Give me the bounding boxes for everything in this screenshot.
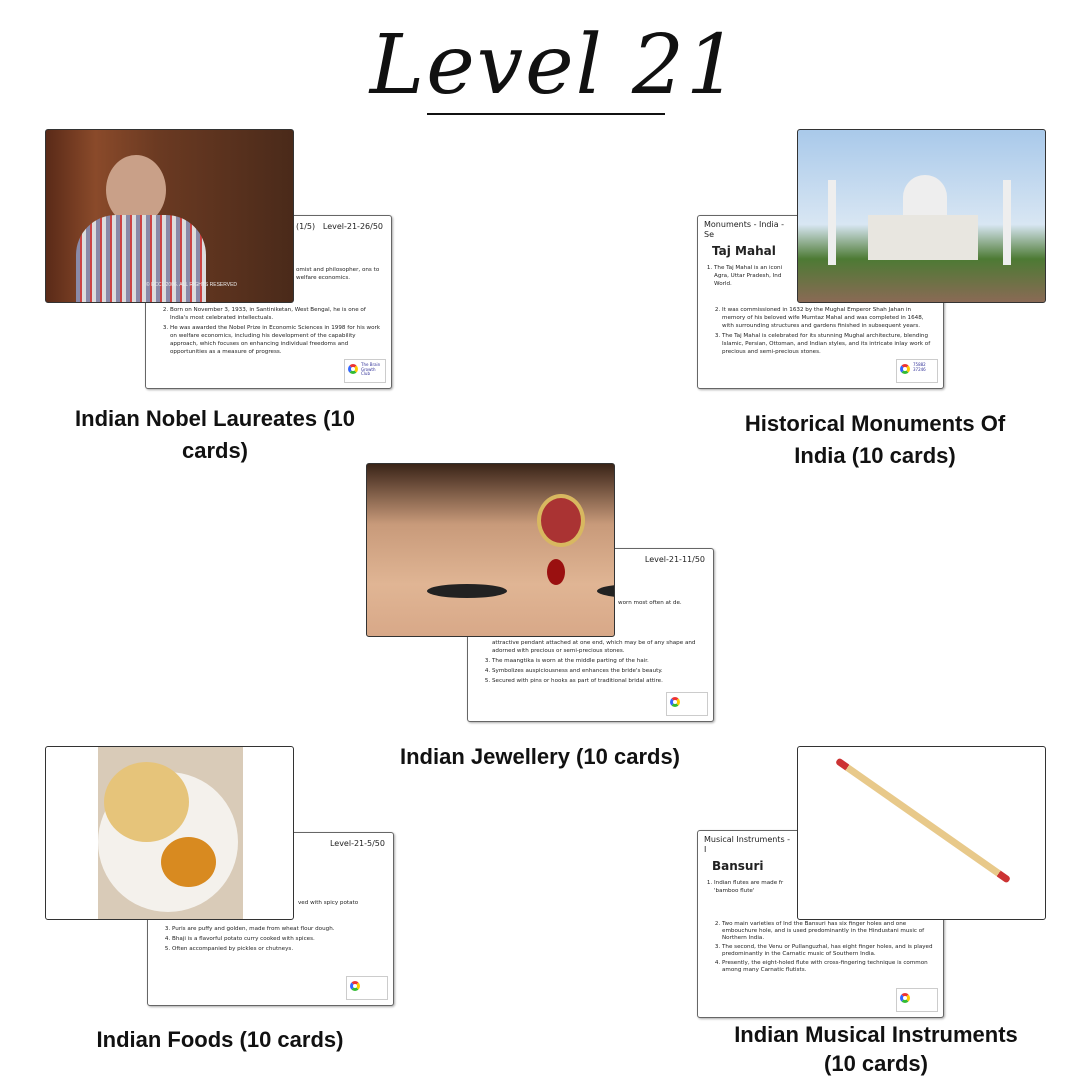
set-label: Historical Monuments Of India (10 cards) [744, 411, 1006, 468]
card-item: worn most often at de. [618, 600, 682, 606]
card-item: 3. The maangtika is worn at the middle parting of the hair. [492, 657, 705, 665]
card-level: Level-21-11/50 [644, 555, 705, 564]
photo-bansuri [797, 746, 1046, 920]
card-item: attractive pendant attached at one end, which may be of any shape and adorned with precious or semi-precious stones. [492, 640, 696, 654]
photo-caption: © ECCL 2006. ALL RIGHTS RESERVED [146, 282, 238, 288]
card-item: 5. Often accompanied by pickles or chutneys. [172, 945, 385, 953]
card-item: ved with spicy potato [298, 900, 359, 906]
card-item: 4. Presently, the eight-holed flute with cross-fingering technique is common among many Carnatic flutists. [722, 960, 935, 974]
card-item: 1. Indian flutes are made fr 'bamboo flute' [714, 879, 794, 895]
card-item: 2. It was commissioned in 1632 by the Mughal Emperor Shah Jahan in memory of his beloved wife Mumtaz Mahal and was completed in 1648, with surrounding structures and gardens finished in subsequent years. [722, 306, 935, 330]
brain-growth-logo [346, 976, 388, 1000]
brain-growth-logo [666, 692, 708, 716]
card-item: 5. Secured with pins or hooks as part of traditional bridal attire. [492, 677, 705, 685]
card-item: 2. Two main varieties of Ind the Bansuri has six finger holes and one embouchure hole, and is used predominantly in the Hindustani music of Northern India. [722, 921, 935, 942]
card-level: Level-21-26/50 [322, 222, 383, 231]
photo-maangtika [366, 463, 615, 637]
card-header: Musical Instruments - I [704, 835, 791, 854]
card-item: 2. Born on November 3, 1933, in Santiniketan, West Bengal, he is one of India's most celebrated intellectuals. [170, 306, 383, 322]
card-item: 3. The second, the Venu or Pullanguzhal, has eight finger holes, and is played predominantly in the Carnatic music of Southern India. [722, 944, 935, 958]
card-item: 4. Bhaji is a flavorful potato curry cooked with spices. [172, 935, 385, 943]
page-title: Level 21 [369, 18, 741, 113]
title-underline [427, 113, 665, 115]
set-label: Indian Musical Instruments (10 cards) [734, 1022, 1018, 1076]
card-header: Monuments - India - Se [704, 220, 785, 239]
photo-nobel-laureate [45, 129, 294, 303]
card-header: (1/5) [296, 222, 316, 231]
card-item: omist and philosopher, ons to welfare economics. [296, 267, 380, 281]
card-item: 3. The Taj Mahal is celebrated for its stunning Mughal architecture, blending Islamic, Persian, Ottoman, and Indian styles, and its intricate inlay work of precious and semi-precious stones. [722, 332, 935, 356]
card-item: 4. Symbolizes auspiciousness and enhances the bride's beauty. [492, 667, 705, 675]
set-label: Indian Nobel Laureates (10 cards) [75, 406, 355, 463]
card-heading: Taj Mahal [712, 244, 776, 258]
card-heading: Bansuri [712, 859, 764, 873]
brain-growth-logo [896, 988, 938, 1012]
set-label: Indian Foods (10 cards) [96, 1027, 344, 1052]
card-item: 1. The Taj Mahal is an iconi Agra, Uttar Pradesh, Ind World. [714, 264, 794, 288]
set-label: Indian Jewellery (10 cards) [399, 744, 681, 769]
card-level: Level-21-5/50 [329, 839, 385, 848]
photo-taj-mahal [797, 129, 1046, 303]
card-item: 3. He was awarded the Nobel Prize in Economic Sciences in 1998 for his work on welfare economics, including his development of the capability approach, which focuses on enhancing individual freedoms and opportunities as a measure of progress. [170, 324, 383, 356]
brain-growth-logo: 75882 37246 [896, 359, 938, 383]
photo-puri-bhaji [45, 746, 294, 920]
card-item: 3. Puris are puffy and golden, made from wheat flour dough. [172, 925, 385, 933]
brain-growth-logo: The Brain Growth Club [344, 359, 386, 383]
